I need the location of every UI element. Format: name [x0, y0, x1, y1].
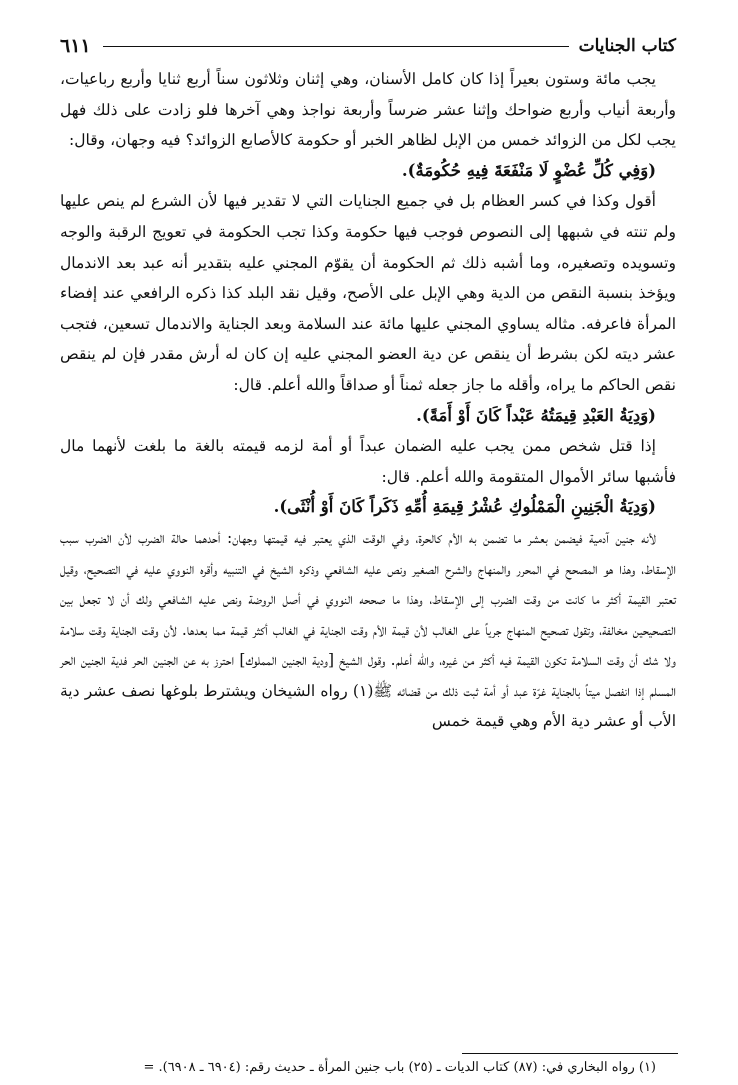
chapter-title: كتاب الجنايات: [578, 36, 676, 56]
matn-line: (وَفِي كُلِّ عُضْوٍ لَا مَنْفَعَةَ فِيهِ حُكُومَةٌ).: [401, 160, 656, 180]
commentary-paragraph: لأنه جنين آدمية فيضمن بعشر ما تضمن به الأم كالحرة، وفي الوقت الذي يعتبر فيه قيمتها وجهان: أحدهما حالة الضرب لأن الضرب سبب الإسقاط، وهذا هو المصحح في المحرر والمنهاج والشرح الصغير ونص عليه الشافعي وذكره الشيخ في التنبيه وأقره النووي عليه في التصحيح، وقيل تعتبر القيمة أكثر ما كانت من وقت الضرب إلى الإسقاط، وهذا ما صححه النووي في أصل الروضة ونص عليه الشافعي ولك أن لا تجعل بين التصحيحين مخالفة، وتقول تصحيح المنهاج جرياً على الغالب لأن قيمة الأم وقت الجناية في الغالب أكثر قيمة مما بعدها. لأن وقت الجناية وقت سلامة ولا شك أن وقت السلامة تكون القيمة فيه أكثر من غيره، والله أعلم. وقول الشيخ [ودية الجنين المملوك] احترز به عن الجنين الحر فدية الجنين الحر المسلم إذا انفصل ميتاً بالجناية غرّة عبد أو أمة ثبت ذلك من قضائه ﷺ(١) رواه الشيخان ويشترط بلوغها نصف عشر دية الأب أو عشر دية الأم وهي قيمة خمس: [60, 528, 676, 731]
commentary-paragraph: إذا قتل شخص ممن يجب عليه الضمان عبداً أو أمة لزمه قيمته بالغة ما بلغت لأنهما مال فأشبها سائر الأموال المتقومة والله أعلم. قال:: [60, 437, 676, 486]
commentary-paragraph: يجب مائة وستون بعيراً إذا كان كامل الأسنان، وهي إثنان وثلاثون سناً أربع ثنايا وأربع رباعيات، وأربعة أنياب وأربع ضواحك وإثنا عشر ضرساً وأربعة نواجذ وهي آخرها فلو زادت على ذلك فهل يجب لكل من الزوائد خمس من الإبل لظاهر الخبر أو حكومة كالأصابع الزوائد؟ فيه وجهان، وقال:: [60, 70, 676, 150]
commentary-paragraph: أقول وكذا في كسر العظام بل في جميع الجنايات التي لا تقدير فيها لأن الشرع لم ينص عليها ولم تنته في شبهها إلى النصوص فوجب فيها حكومة وكذا تجب الحكومة في تعويج الرقبة والوجه وتسويده وتصغيره، وما أشبه ذلك ثم الحكومة أن يقوّم المجني عليه بتقدير أنه عبد بعد الاندمال ويؤخذ بنسبة النقص من الدية وهي الإبل على الأصح، وقيل نقد البلد كذا ذكره الرافعي عند إفضاء المرأة فاعرفه. مثاله يساوي المجني عليها مائة عند السلامة وبعد الجناية والاندمال تسعين، فتجب عشر ديته لكن بشرط أن ينقص عن دية العضو المجني عليه إن كان له أرش مقدر فإن لم ينقص نقص الحاكم ما يراه، وأقله ما جاز جعله ثمناً أو صداقاً والله أعلم. قال:: [60, 192, 676, 394]
page-number: ٦١١: [60, 35, 91, 57]
matn-line: (وَدِيَةُ الْجَنِينِ الْمَمْلُوكِ عُشْرُ قِيمَةِ أُمِّهِ ذَكَراً كَانَ أَوْ أُنْثَى).: [273, 497, 656, 517]
running-header: [60, 34, 676, 58]
matn-line: (وَدِيَةُ العَبْدِ قِيمَتُهُ عَبْداً كَانَ أَوْ أَمَةً).: [416, 405, 656, 425]
footnote: (١) رواه البخاري في: (٨٧) كتاب الديات ـ (٢٥) باب جنين المرأة ـ حديث رقم: (٦٩٠٤ ـ ٦٩٠٨). =: [143, 1060, 656, 1075]
footnote-separator: [462, 1053, 678, 1054]
header-rule: [103, 46, 569, 47]
main-text: [60, 64, 676, 737]
